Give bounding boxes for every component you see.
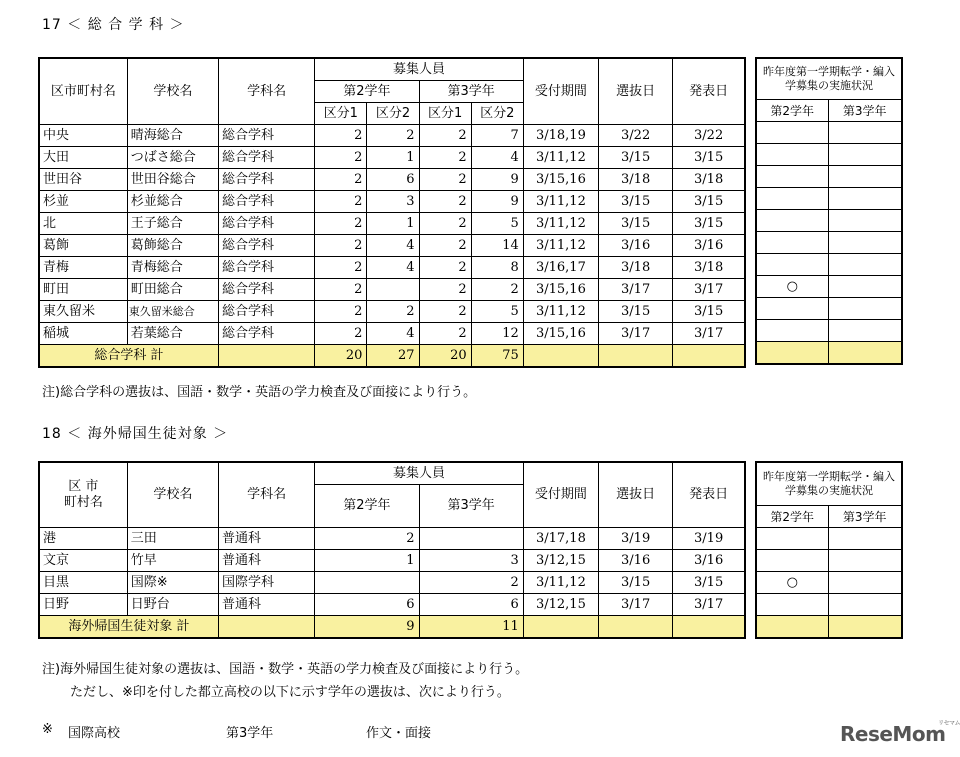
footnote-method: 作文・面接 [366, 726, 432, 741]
school-cell: 世田谷総合 [127, 169, 218, 191]
announce-date-cell: 3/17 [673, 323, 745, 345]
section-17-heading: 17 ＜ 総 合 学 科 ＞ [42, 17, 185, 33]
dept-cell: 総合学科 [218, 279, 314, 301]
side-status-cell [828, 254, 902, 276]
section-18-note-2: ただし、※印を付した都立高校の以下に示す学年の選抜は、次により行う。 [70, 685, 510, 700]
announce-date-cell: 3/15 [673, 213, 745, 235]
side-row [756, 232, 902, 254]
side-status-cell: ○ [756, 572, 828, 594]
announce-date-cell: 3/15 [673, 572, 745, 594]
side-status-cell [756, 210, 828, 232]
recruit-value [419, 528, 523, 550]
total-cell [218, 345, 314, 368]
school-cell: 青梅総合 [127, 257, 218, 279]
side-row [756, 254, 902, 276]
school-cell: 竹早 [127, 550, 218, 572]
selection-date-cell: 3/15 [599, 147, 673, 169]
recruit-value: 2 [367, 125, 419, 147]
dept-cell: 総合学科 [218, 257, 314, 279]
header-period: 受付期間 [523, 58, 598, 125]
recruit-value: 1 [367, 147, 419, 169]
side-total-cell [756, 616, 828, 639]
table-row [39, 594, 745, 616]
period-cell: 3/11,12 [523, 191, 598, 213]
school-cell: 杉並総合 [127, 191, 218, 213]
table-row [39, 301, 745, 323]
table-row [39, 528, 745, 550]
period-cell: 3/12,15 [523, 594, 598, 616]
recruit-value: 2 [315, 528, 419, 550]
side-status-cell [756, 528, 828, 550]
recruit-value: 2 [315, 147, 367, 169]
recruit-value: 2 [419, 191, 471, 213]
recruit-value: 5 [471, 301, 523, 323]
announce-date-cell: 3/16 [673, 550, 745, 572]
school-cell: 三田 [127, 528, 218, 550]
table-row [39, 147, 745, 169]
district-cell: 青梅 [39, 257, 127, 279]
recruit-value: 2 [419, 257, 471, 279]
header-year2: 第2学年 [315, 81, 419, 103]
total-cell [599, 616, 673, 639]
side-status-cell [756, 122, 828, 144]
period-cell: 3/11,12 [523, 235, 598, 257]
side-status-cell [828, 320, 902, 342]
recruit-value: 3 [367, 191, 419, 213]
recruit-value: 1 [315, 550, 419, 572]
period-cell: 3/12,15 [523, 550, 598, 572]
header-dept: 学科名 [218, 462, 314, 528]
district-cell: 東久留米 [39, 301, 127, 323]
period-cell: 3/17,18 [523, 528, 598, 550]
announce-date-cell: 3/18 [673, 257, 745, 279]
table-row [39, 257, 745, 279]
side-status-cell: ○ [756, 276, 828, 298]
header-district: 区 市 町村名 [39, 462, 127, 528]
dept-cell: 総合学科 [218, 125, 314, 147]
selection-date-cell: 3/15 [599, 191, 673, 213]
selection-date-cell: 3/18 [599, 257, 673, 279]
header-selection: 選抜日 [599, 58, 673, 125]
total-label: 海外帰国生徒対象 計 [39, 616, 218, 639]
selection-date-cell: 3/15 [599, 213, 673, 235]
recruit-value: 6 [315, 594, 419, 616]
dept-cell: 総合学科 [218, 191, 314, 213]
recruit-value: 2 [419, 125, 471, 147]
total-value: 20 [419, 345, 471, 368]
header-announce: 発表日 [673, 58, 745, 125]
table-row [39, 191, 745, 213]
school-cell: 若葉総合 [127, 323, 218, 345]
header-year3: 第3学年 [419, 485, 523, 528]
side-status-cell [828, 232, 902, 254]
side-status-cell [756, 188, 828, 210]
side-header-year3: 第3学年 [828, 506, 902, 528]
recruit-value: 2 [367, 301, 419, 323]
district-cell: 文京 [39, 550, 127, 572]
recruit-value: 8 [471, 257, 523, 279]
comprehensive-course-table [38, 57, 746, 368]
announce-date-cell: 3/22 [673, 125, 745, 147]
school-cell: 晴海総合 [127, 125, 218, 147]
side-row [756, 320, 902, 342]
district-cell: 大田 [39, 147, 127, 169]
footnote-mark: ※ [42, 722, 53, 737]
dept-cell: 普通科 [218, 594, 314, 616]
header-kubun2: 区分2 [471, 103, 523, 125]
announce-date-cell: 3/15 [673, 191, 745, 213]
recruit-value [367, 279, 419, 301]
dept-cell: 総合学科 [218, 169, 314, 191]
dept-cell: 総合学科 [218, 147, 314, 169]
recruit-value: 4 [367, 257, 419, 279]
district-cell: 町田 [39, 279, 127, 301]
selection-date-cell: 3/17 [599, 323, 673, 345]
comprehensive-side-table [755, 57, 903, 365]
recruit-value: 2 [419, 169, 471, 191]
side-title: 昨年度第一学期転学・編入学募集の実施状況 [756, 462, 902, 506]
side-status-cell [756, 166, 828, 188]
header-selection: 選抜日 [599, 462, 673, 528]
section-18-note: 注)海外帰国生徒対象の選抜は、国語・数学・英語の学力検査及び面接により行う。 [42, 662, 529, 677]
recruit-value: 2 [419, 279, 471, 301]
total-value: 9 [315, 616, 419, 639]
table-row [39, 125, 745, 147]
dept-cell: 普通科 [218, 528, 314, 550]
side-header-year2: 第2学年 [756, 100, 828, 122]
district-cell: 杉並 [39, 191, 127, 213]
logo-text: ReseMom [840, 722, 946, 746]
footnote-school: 国際高校 [68, 726, 121, 741]
side-row [756, 276, 902, 298]
dept-cell: 総合学科 [218, 323, 314, 345]
side-status-cell [828, 594, 902, 616]
overseas-returnee-table [38, 461, 746, 639]
selection-date-cell: 3/22 [599, 125, 673, 147]
recruit-value: 1 [367, 213, 419, 235]
recruit-value: 4 [471, 147, 523, 169]
side-row [756, 528, 902, 550]
side-row [756, 210, 902, 232]
header-school: 学校名 [127, 58, 218, 125]
recruit-value: 5 [471, 213, 523, 235]
announce-date-cell: 3/15 [673, 301, 745, 323]
side-status-cell [828, 122, 902, 144]
announce-date-cell: 3/17 [673, 594, 745, 616]
side-total-cell [828, 342, 902, 365]
district-cell: 世田谷 [39, 169, 127, 191]
side-status-cell [756, 144, 828, 166]
side-status-cell [828, 144, 902, 166]
dept-cell: 総合学科 [218, 213, 314, 235]
side-row [756, 298, 902, 320]
header-year2: 第2学年 [315, 485, 419, 528]
recruit-value: 2 [315, 279, 367, 301]
header-recruit: 募集人員 [315, 58, 524, 81]
period-cell: 3/15,16 [523, 169, 598, 191]
side-row [756, 166, 902, 188]
side-total-cell [828, 616, 902, 639]
dept-cell: 総合学科 [218, 235, 314, 257]
school-cell: 国際※ [127, 572, 218, 594]
recruit-value: 2 [315, 257, 367, 279]
side-row [756, 122, 902, 144]
total-value: 75 [471, 345, 523, 368]
recruit-value: 2 [419, 235, 471, 257]
recruit-value: 7 [471, 125, 523, 147]
side-status-cell [756, 232, 828, 254]
district-cell: 中央 [39, 125, 127, 147]
district-cell: 稲城 [39, 323, 127, 345]
header-dept: 学科名 [218, 58, 314, 125]
recruit-value: 6 [367, 169, 419, 191]
school-cell: 王子総合 [127, 213, 218, 235]
school-cell: 葛飾総合 [127, 235, 218, 257]
recruit-value: 9 [471, 169, 523, 191]
announce-date-cell: 3/19 [673, 528, 745, 550]
side-title: 昨年度第一学期転学・編入学募集の実施状況 [756, 58, 902, 100]
selection-date-cell: 3/17 [599, 279, 673, 301]
overseas-side-table [755, 461, 903, 639]
table-row [39, 550, 745, 572]
selection-date-cell: 3/16 [599, 235, 673, 257]
total-cell [218, 616, 314, 639]
selection-date-cell: 3/18 [599, 169, 673, 191]
side-row [756, 188, 902, 210]
recruit-value: 9 [471, 191, 523, 213]
total-value: 20 [315, 345, 367, 368]
recruit-value: 2 [315, 191, 367, 213]
recruit-value: 6 [419, 594, 523, 616]
recruit-value: 2 [419, 213, 471, 235]
total-label: 総合学科 計 [39, 345, 218, 368]
header-kubun1: 区分1 [419, 103, 471, 125]
side-status-cell [828, 210, 902, 232]
dept-cell: 総合学科 [218, 301, 314, 323]
period-cell: 3/18,19 [523, 125, 598, 147]
recruit-value: 2 [419, 147, 471, 169]
selection-date-cell: 3/16 [599, 550, 673, 572]
side-header-year2: 第2学年 [756, 506, 828, 528]
side-status-cell [828, 276, 902, 298]
district-cell: 目黒 [39, 572, 127, 594]
side-row [756, 144, 902, 166]
recruit-value: 2 [315, 235, 367, 257]
dept-cell: 普通科 [218, 550, 314, 572]
dept-cell: 国際学科 [218, 572, 314, 594]
recruit-value: 2 [315, 169, 367, 191]
recruit-value: 3 [419, 550, 523, 572]
side-status-cell [756, 550, 828, 572]
header-year3: 第3学年 [419, 81, 523, 103]
side-status-cell [828, 528, 902, 550]
district-cell: 港 [39, 528, 127, 550]
recruit-value: 14 [471, 235, 523, 257]
total-cell [523, 616, 598, 639]
table-row [39, 323, 745, 345]
recruit-value: 2 [419, 572, 523, 594]
selection-date-cell: 3/15 [599, 572, 673, 594]
period-cell: 3/16,17 [523, 257, 598, 279]
school-cell: 町田総合 [127, 279, 218, 301]
period-cell: 3/15,16 [523, 279, 598, 301]
recruit-value: 2 [315, 301, 367, 323]
school-cell: 東久留米総合 [127, 301, 218, 323]
total-cell [673, 345, 745, 368]
period-cell: 3/11,12 [523, 572, 598, 594]
recruit-value [315, 572, 419, 594]
table-row [39, 235, 745, 257]
side-status-cell [756, 298, 828, 320]
side-row [756, 550, 902, 572]
side-status-cell [756, 320, 828, 342]
header-announce: 発表日 [673, 462, 745, 528]
side-status-cell [828, 550, 902, 572]
selection-date-cell: 3/17 [599, 594, 673, 616]
header-school: 学校名 [127, 462, 218, 528]
total-value: 11 [419, 616, 523, 639]
recruit-value: 2 [471, 279, 523, 301]
side-header-year3: 第3学年 [828, 100, 902, 122]
header-district: 区市町村名 [39, 58, 127, 125]
recruit-value: 2 [315, 213, 367, 235]
side-status-cell [828, 188, 902, 210]
table-row [39, 572, 745, 594]
selection-date-cell: 3/15 [599, 301, 673, 323]
side-row [756, 572, 902, 594]
recruit-value: 2 [315, 323, 367, 345]
table-row [39, 279, 745, 301]
header-period: 受付期間 [523, 462, 598, 528]
period-cell: 3/11,12 [523, 301, 598, 323]
period-cell: 3/11,12 [523, 147, 598, 169]
table-row [39, 213, 745, 235]
recruit-value: 4 [367, 235, 419, 257]
table-row [39, 169, 745, 191]
logo-small-text: リセマム [938, 720, 960, 727]
recruit-value: 2 [315, 125, 367, 147]
recruit-value: 2 [419, 323, 471, 345]
school-cell: つばさ総合 [127, 147, 218, 169]
total-cell [673, 616, 745, 639]
side-status-cell [756, 254, 828, 276]
recruit-value: 12 [471, 323, 523, 345]
total-cell [599, 345, 673, 368]
section-18-heading: 18 ＜ 海外帰国生徒対象 ＞ [42, 426, 229, 442]
side-status-cell [828, 572, 902, 594]
selection-date-cell: 3/19 [599, 528, 673, 550]
recruit-value: 4 [367, 323, 419, 345]
total-value: 27 [367, 345, 419, 368]
side-status-cell [828, 166, 902, 188]
recruit-value: 2 [419, 301, 471, 323]
school-cell: 日野台 [127, 594, 218, 616]
footnote-grade: 第3学年 [226, 726, 274, 741]
announce-date-cell: 3/17 [673, 279, 745, 301]
side-row [756, 594, 902, 616]
side-status-cell [828, 298, 902, 320]
district-cell: 日野 [39, 594, 127, 616]
announce-date-cell: 3/18 [673, 169, 745, 191]
section-17-note: 注)総合学科の選抜は、国語・数学・英語の学力検査及び面接により行う。 [42, 385, 477, 400]
announce-date-cell: 3/16 [673, 235, 745, 257]
resemom-logo [840, 720, 960, 746]
header-recruit: 募集人員 [315, 462, 524, 485]
side-status-cell [756, 594, 828, 616]
total-cell [523, 345, 598, 368]
side-total-cell [756, 342, 828, 365]
district-cell: 葛飾 [39, 235, 127, 257]
header-kubun1: 区分1 [315, 103, 367, 125]
announce-date-cell: 3/15 [673, 147, 745, 169]
header-kubun2: 区分2 [367, 103, 419, 125]
district-cell: 北 [39, 213, 127, 235]
period-cell: 3/15,16 [523, 323, 598, 345]
period-cell: 3/11,12 [523, 213, 598, 235]
